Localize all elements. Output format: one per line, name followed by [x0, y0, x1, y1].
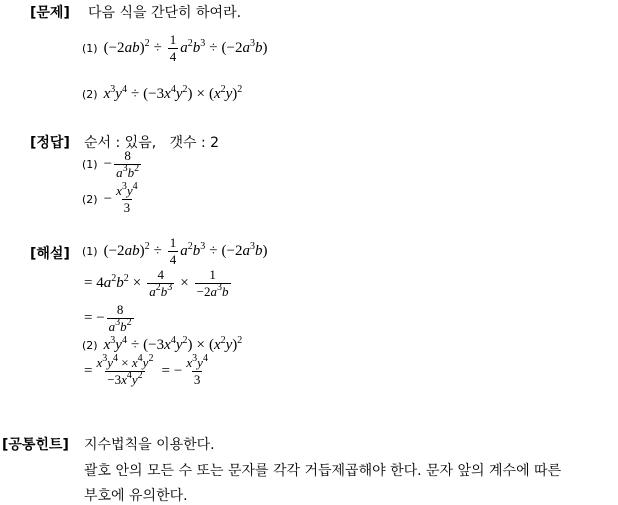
hint-line-3: 부호에 유의한다. [84, 488, 188, 504]
solution-step-5: = $\frac{x^3y^4 \times x^4y^2}{-3x^4y^2}$ = − $\frac{x^3y^4}{3}$ [84, 353, 208, 387]
answer-expression-1: (1) − $\frac{8}{a^3b^2}$ [82, 148, 140, 180]
solution-item-1-number: (1) [82, 244, 98, 258]
answer-item-1-number: (1) [82, 157, 98, 171]
hint-label: [공통힌트] [2, 437, 69, 453]
answer-label: [정답] [30, 135, 70, 151]
solution-label: [해설] [30, 246, 70, 262]
solution-step-1: (1) $(-2ab)^2$ ÷ $\frac{1}{4}$ $a^2b^3$ ÷ $(-2a^3b)$ [82, 235, 268, 267]
solution-item-2-number: (2) [82, 339, 98, 352]
problem-expression-2: (2) $x^3y^4$ ÷ $(-3x^4y^2)$ × $(x^2y)^2$ [82, 84, 243, 102]
hint-line-2: 괄호 안의 모든 수 또는 문자를 각각 거듭제곱해야 한다. 문자 앞의 계수에 따른 [84, 463, 562, 479]
solution-step-4: (2) $x^3y^4$ ÷ $(-3x^4y^2)$ × $(x^2y)^2$ [82, 335, 243, 353]
problem-expression-1: (1) $(-2ab)^2$ ÷ $\frac{1}{4}$ $a^2b^3$ ÷ $(-2a^3b)$ [82, 32, 268, 64]
hint-line-1: 지수법칙을 이용한다. [84, 437, 215, 453]
solution-step-3: = − $\frac{8}{a^3b^2}$ [84, 302, 132, 334]
problem-label: [문제] [30, 5, 70, 21]
problem-instruction: 다음 식을 간단히 하여라. [88, 5, 242, 21]
problem-item-2-number: (2) [82, 88, 98, 101]
solution-step-2: = $4a^2b^2$ × $\frac{4}{a^2b^3}$ × $\frac{1}{-2a^3b}$ [84, 267, 229, 299]
answer-expression-2: (2) − $\frac{x^3y^4}{3}$ [82, 181, 138, 215]
problem-item-1-number: (1) [82, 41, 98, 55]
answer-item-2-number: (2) [82, 192, 98, 206]
answer-note: 순서 : 있음, 갯수 : 2 [84, 135, 220, 151]
